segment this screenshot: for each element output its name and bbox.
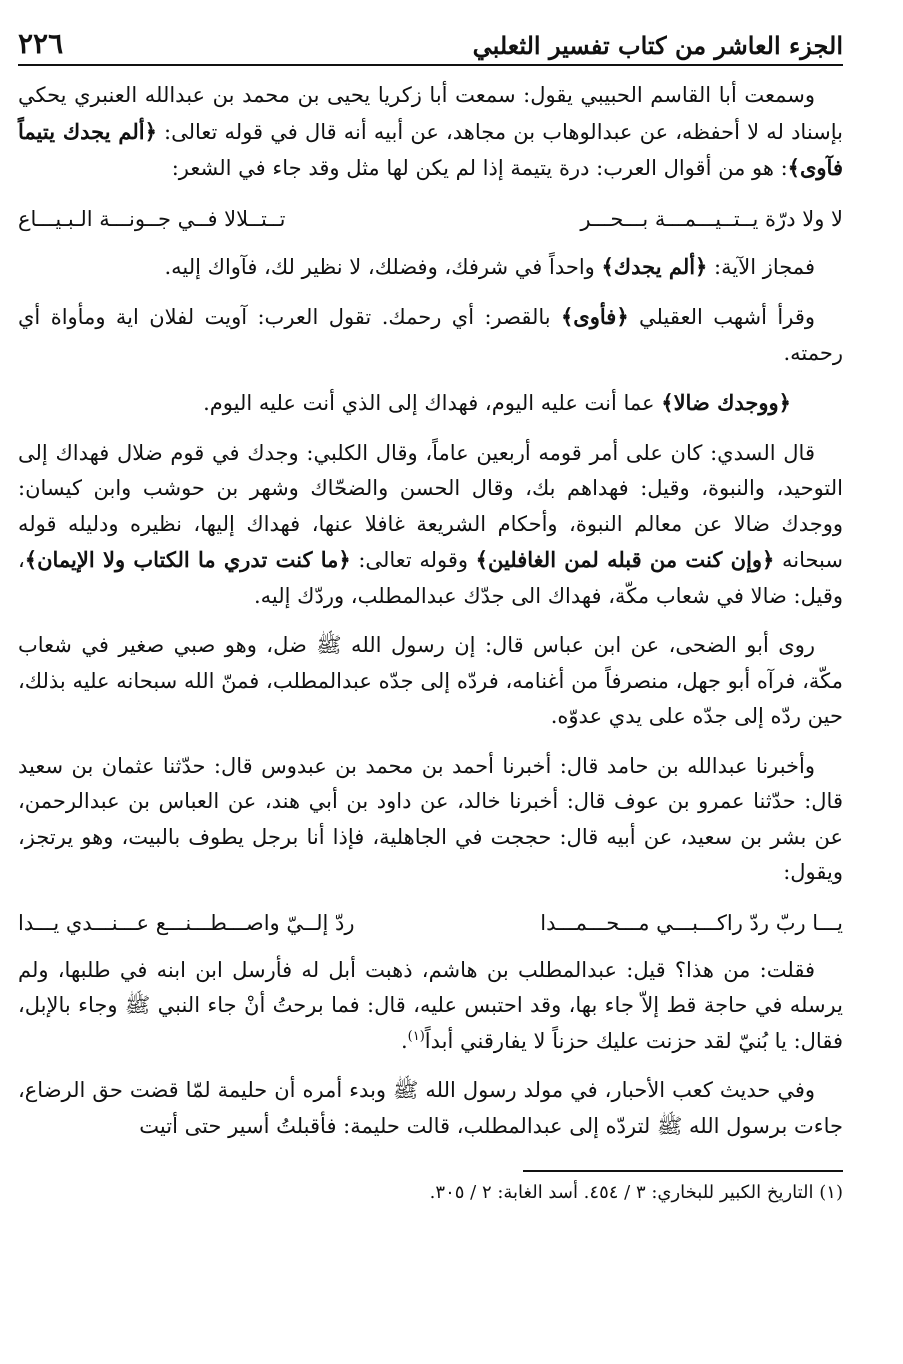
quran-quote: ﴿ووجدك ضالا﴾	[661, 390, 791, 415]
footnote-marker[interactable]: (١)	[407, 1028, 425, 1044]
paragraph-9: وفي حديث كعب الأحبار، في مولد رسول الله ﷺ وبدء أمره أن حليمة لمّا قضت حق الرضاع، جاءت برسول الله ﷺ لتردّه إلى عبدالمطلب، قالت حليمة: فأقبلتُ أسير حتى أتيت	[18, 1078, 843, 1138]
verse-2-second-hemistich: ردّ إلــيّ واصـــطـــنـــع عـــنـــدي يـــدا	[18, 910, 355, 935]
paragraph-3-text-b: بالقصر: أي رحمك. تقول العرب: آويت لفلان اية ومأواة أي رحمته.	[18, 305, 843, 365]
paragraph-8-text: فقلت: من هذا؟ قيل: عبدالمطلب بن هاشم، ذهبت أبل له فأرسل ابن ابنه في طلبها، ولم يرسله في حاجة قط إلاّ جاء بها، وقد احتبس عليه، قال: فما برحتُ أنْ جاء النبي ﷺ وجاء بالإبل، فقال: يا بُنيّ لقد حزنت عليك حزناً لا يفارقني أبداً	[18, 957, 843, 1053]
footnote: (١) التاريخ الكبير للبخاري: ٣ / ٤٥٤. أسد الغابة: ٢ / ٣٠٥.	[429, 1182, 843, 1203]
paragraph-4	[18, 385, 843, 422]
page-body	[18, 78, 843, 1206]
paragraph-8	[18, 953, 843, 1060]
paragraph-8-end: .	[400, 1028, 408, 1053]
quran-quote: ﴿ألم يجدك﴾	[601, 253, 708, 279]
paragraph-7: وأخبرنا عبدالله بن حامد قال: أخبرنا أحمد بن محمد بن عبدوس قال: حدّثنا عثمان بن سعيد قال: حدّثنا عمرو بن عوف قال: أخبرنا خالد، عن داود بن أبي هند، عن العباس بن عبدالرحمن، عن بشر بن سعيد، عن أبيه قال: حججت في الجاهلية، فإذا أنا برجل يطوف بالبيت، وهو يرتجز، ويقول:	[18, 753, 843, 884]
page-number: ٢٢٦	[18, 27, 64, 60]
paragraph-2	[18, 249, 843, 286]
paragraph-5-text-c: ، وقيل: ضالا في شعاب مكّة، فهداك الى جدّك عبدالمطلب، وردّك إليه.	[18, 548, 843, 608]
poetry-verse-1	[18, 201, 843, 237]
verse-1-first-hemistich: لا ولا درّة يــتــيـــمـــة بـــحـــر	[580, 206, 843, 231]
paragraph-3-text-a: وقرأ أشهب العقيلي	[628, 305, 815, 329]
paragraph-5	[18, 436, 843, 615]
verse-2-first-hemistich: يـــا ربّ ردّ راكـــبـــي مـــحـــمـــدا	[540, 910, 843, 935]
paragraph-3	[18, 299, 843, 371]
poetry-verse-2	[18, 905, 843, 941]
paragraph-4-text-b: عما أنت عليه اليوم، فهداك إلى الذي أنت عليه اليوم.	[203, 391, 662, 415]
running-title: الجزء العاشر من كتاب تفسير الثعلبي	[472, 31, 843, 60]
footnote-divider	[523, 1170, 843, 1172]
paragraph-1-text-a: وسمعت أبا القاسم الحبيبي يقول: سمعت أبا زكريا يحيى بن محمد بن عبدالله العنبري يحكي بإسناد له لا أحفظه، عن عبدالوهاب بن مجاهد، عن أبيه أنه قال في قوله تعالى:	[18, 83, 843, 144]
paragraph-5-text-b: وقوله تعالى:	[350, 548, 476, 572]
paragraph-2-text-a: فمجاز الآية:	[707, 254, 815, 279]
paragraph-6: روى أبو الضحى، عن ابن عباس قال: إن رسول الله ﷺ ضل، وهو صبي صغير في شعاب مكّة، فرآه أبو جهل، منصرفاً من أغنامه، فردّه إلى جدّه عبدالمطلب، فمنّ الله سبحانه عليه بذلك، حين ردّه إلى جدّه على يدي عدوّه.	[18, 633, 843, 728]
quran-quote: ﴿ما كنت تدري ما الكتاب ولا الإيمان﴾	[24, 547, 351, 572]
paragraph-1-text-b: : هو من أقوال العرب: درة يتيمة إذا لم يكن لها مثل وقد جاء في الشعر:	[171, 156, 788, 180]
paragraph-5-text-a: قال السدي: كان على أمر قومه أربعين عاماً، وقال الكلبي: وجدك في قوم ضلال فهداك إلى التوحيد، والنبوة، وقيل: فهداهم بك، وقال الحسن والضحّاك وشهر بن حوشب وابن كيسان: ووجدك ضالا عن معالم النبوة، وأحكام الشريعة غافلا عنها، فهداك إليها، نظيره ودليله قوله سبحانه	[18, 440, 843, 572]
quran-quote: ﴿فأوى﴾	[561, 304, 629, 329]
quran-quote: ﴿وإن كنت من قبله لمن الغافلين﴾	[475, 547, 775, 572]
verse-1-second-hemistich: تــتــلالا فــي جــونـــة الـبـيـــاع	[18, 206, 286, 231]
paragraph-1	[18, 78, 843, 187]
quran-quote: ﴿ألم يجدك يتيماً فآوى﴾	[18, 118, 843, 180]
paragraph-2-text-b: واحداً في شرفك، وفضلك، لا نظير لك، فآواك إليه.	[164, 254, 602, 279]
page-header	[18, 22, 843, 66]
